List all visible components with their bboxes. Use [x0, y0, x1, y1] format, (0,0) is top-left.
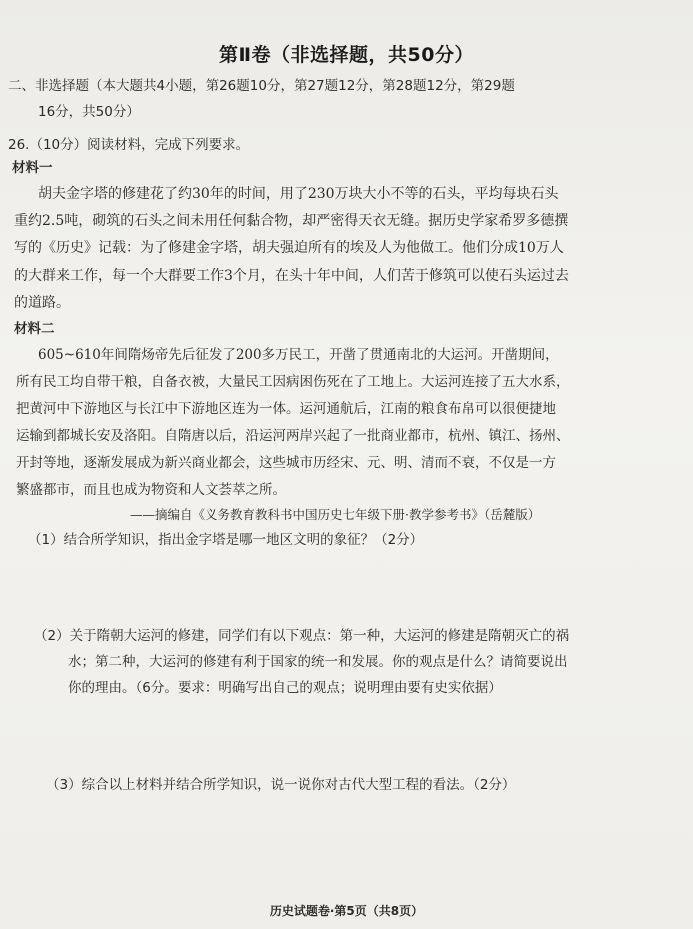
material-2-line: 所有民工均自带干粮，自备衣被，大量民工因病困伤死在了工地上。大运河连接了五大水系， — [16, 374, 570, 390]
material-1-label: 材料一 — [12, 160, 53, 176]
page-title: 第Ⅱ卷（非选择题，共50分） — [219, 44, 474, 66]
material-2-label: 材料二 — [14, 321, 55, 337]
section-heading-line-2: 16分，共50分） — [38, 104, 140, 120]
material-2-line: 605~610年间隋炀帝先后征发了200多万民工，开凿了贯通南北的大运河。开凿期间， — [38, 347, 559, 363]
sub-question-2-line: （2）关于隋朝大运河的修建，同学们有以下观点：第一种，大运河的修建是隋朝灭亡的祸 — [34, 628, 570, 644]
material-1-line: 重约2.5吨，砌筑的石头之间未用任何黏合物，却严密得天衣无缝。据历史学家希罗多德撰 — [14, 213, 569, 229]
material-2-line: 开封等地，逐渐发展成为新兴商业都会，这些城市历经宋、元、明、清而不衰，不仅是一方 — [16, 455, 556, 471]
sub-question-2-line: 你的理由。（6分。要求：明确写出自己的观点；说明理由要有史实依据） — [68, 680, 502, 696]
page-footer: 历史试题卷·第5页（共8页） — [269, 904, 424, 918]
material-1-line: 的大群来工作，每一个大群要工作3个月，在头十年中间，人们苦于修筑可以使石头运过去 — [14, 268, 569, 284]
material-2-line: 把黄河中下游地区与长江中下游地区连为一体。运河通航后，江南的粮食布帛可以很便捷地 — [16, 401, 556, 417]
sub-question-2-line: 水；第二种，大运河的修建有利于国家的统一和发展。你的观点是什么？请简要说出 — [68, 654, 568, 670]
section-heading-line-1: 二、非选择题（本大题共4小题，第26题10分，第27题12分，第28题12分，第29题 — [8, 78, 515, 94]
sub-question-3: （3）综合以上材料并结合所学知识，说一说你对古代大型工程的看法。（2分） — [46, 777, 516, 793]
material-1-line: 胡夫金字塔的修建花了约30年的时间，用了230万块大小不等的石头，平均每块石头 — [38, 186, 559, 202]
material-2-line: 繁盛都市，而且也成为物资和人文荟萃之所。 — [16, 482, 286, 498]
material-2-source: ——摘编自《义务教育教科书中国历史七年级下册·教学参考书》（岳麓版） — [130, 507, 541, 522]
material-1-line: 写的《历史》记载：为了修建金字塔，胡夫强迫所有的埃及人为他做工。他们分成10万人 — [14, 240, 564, 256]
sub-question-1: （1）结合所学知识，指出金字塔是哪一地区文明的象征？（2分） — [28, 532, 424, 548]
material-2-line: 运输到都城长安及洛阳。自隋唐以后，沿运河两岸兴起了一批商业都市，杭州、镇江、扬州、 — [16, 428, 570, 444]
question-26-intro: 26.（10分）阅读材料，完成下列要求。 — [8, 137, 250, 153]
material-1-line: 的道路。 — [14, 295, 70, 311]
